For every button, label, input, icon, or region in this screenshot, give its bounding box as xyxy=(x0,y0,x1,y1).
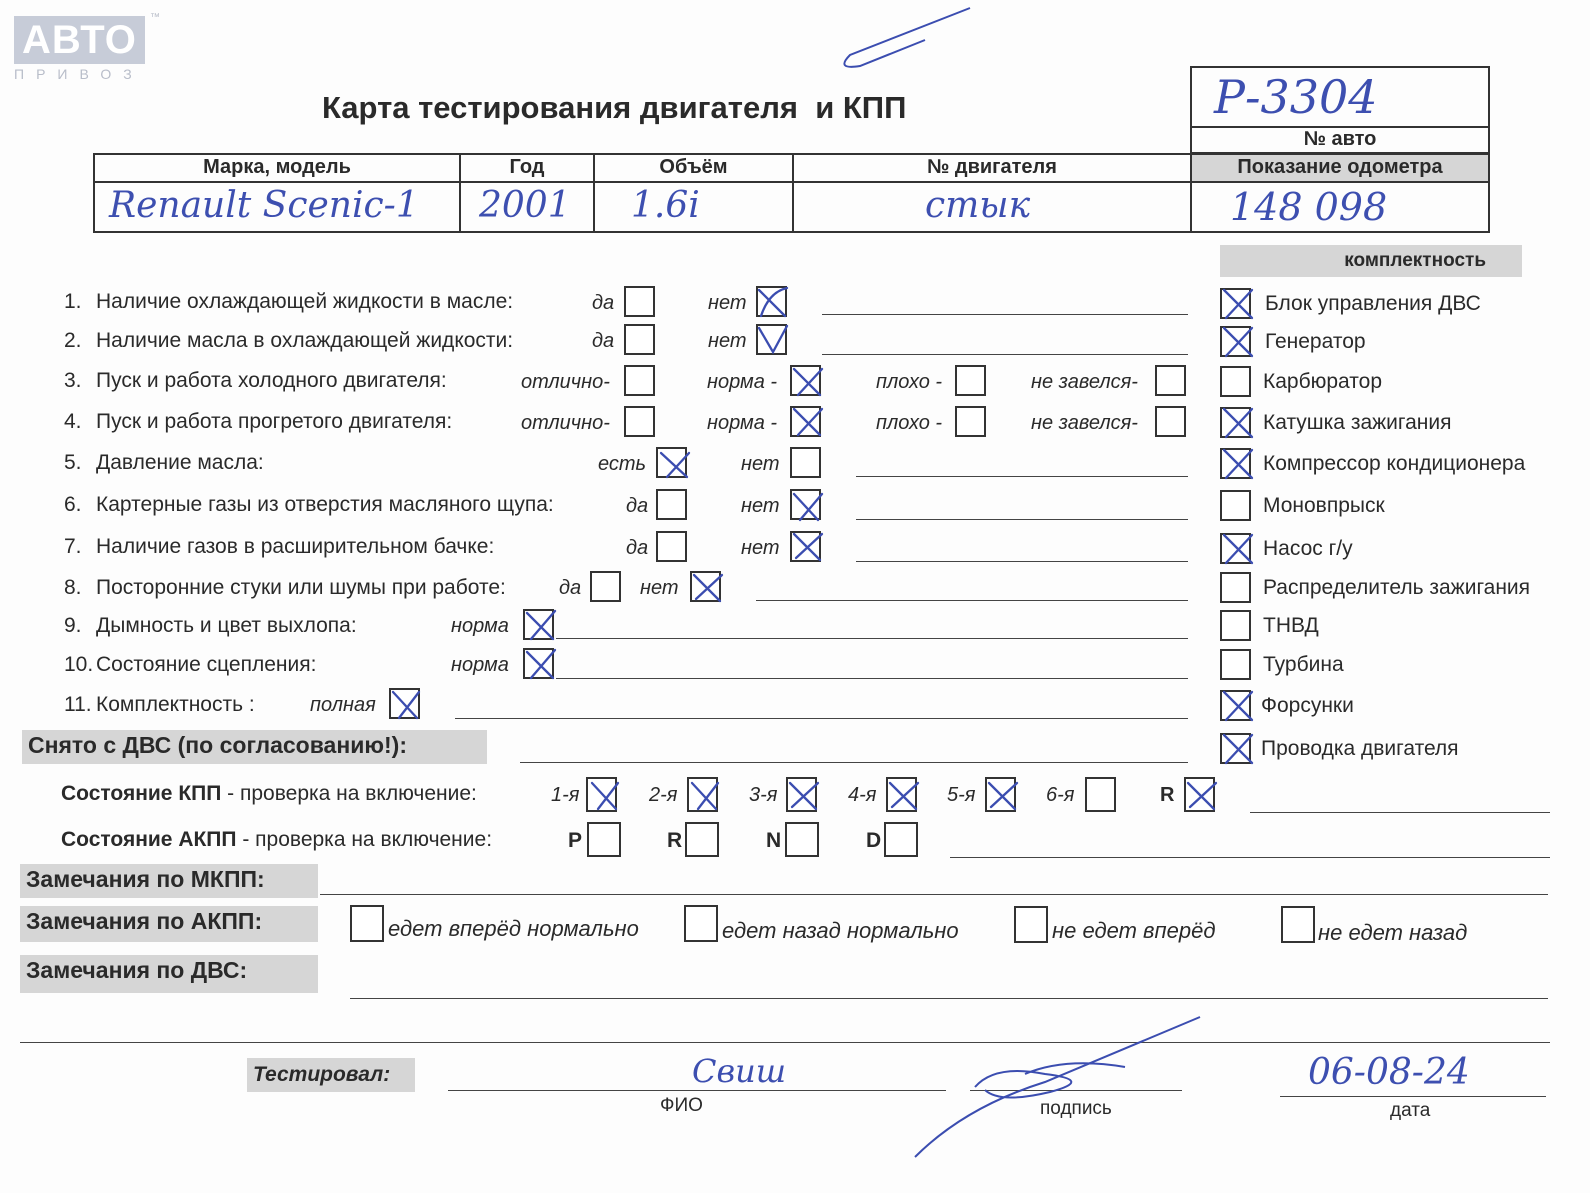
value-model: Renault Scenic-1 xyxy=(109,185,419,226)
gear-2-box[interactable] xyxy=(687,777,718,812)
kit-label-4: Катушка зажигания xyxy=(1263,411,1452,434)
logo-main: АВТО xyxy=(14,16,145,64)
gear-r-box[interactable] xyxy=(1184,777,1215,812)
kit-header: комплектность xyxy=(1220,245,1522,277)
header-engine-number: № двигателя xyxy=(927,156,1057,178)
date-label: дата xyxy=(1390,1100,1431,1121)
kit-label-7: Насос г/у xyxy=(1263,537,1353,560)
kit-box-10[interactable] xyxy=(1220,649,1251,680)
kit-label-5: Компрессор кондиционера xyxy=(1263,452,1526,475)
kit-label-11: Форсунки xyxy=(1261,694,1354,717)
kit-box-4[interactable] xyxy=(1220,407,1251,438)
check-8-no-box[interactable] xyxy=(690,571,721,602)
check-6-yes-box[interactable] xyxy=(656,489,687,520)
check-5-yes-box[interactable] xyxy=(656,447,687,478)
check-1-no-box[interactable] xyxy=(756,286,787,317)
signature xyxy=(905,1012,1215,1167)
logo-sub: ПРИВОЗ xyxy=(14,66,144,82)
page-title: Карта тестирования двигателя и КПП xyxy=(322,90,907,125)
akpp-d-box[interactable] xyxy=(884,822,918,857)
akpp-forward-ok-box[interactable] xyxy=(350,905,384,942)
akpp-p-box[interactable] xyxy=(587,822,621,857)
auto-number-box xyxy=(1190,66,1490,154)
gear-6-box[interactable] xyxy=(1085,777,1116,812)
value-engine-number: стык xyxy=(925,185,1031,226)
check-3-bad-box[interactable] xyxy=(955,365,986,396)
pen-stroke xyxy=(830,0,980,75)
akpp-back-ok-box[interactable] xyxy=(684,905,718,942)
auto-number-label: № авто xyxy=(1303,128,1377,150)
check-6-no-box[interactable] xyxy=(790,489,821,520)
kit-label-12: Проводка двигателя xyxy=(1261,737,1459,760)
remarks-akpp-label: Замечания по АКПП: xyxy=(20,906,318,942)
check-2-no-box[interactable] xyxy=(756,324,787,355)
check-7-yes-box[interactable] xyxy=(656,531,687,562)
header-volume: Объём xyxy=(659,156,728,178)
kit-box-12[interactable] xyxy=(1220,733,1251,764)
signature-label: подпись xyxy=(1040,1098,1112,1119)
check-9-normal-box[interactable] xyxy=(523,609,554,640)
check-7-no-box[interactable] xyxy=(790,531,821,562)
akpp-r-box[interactable] xyxy=(685,822,719,857)
kit-box-6[interactable] xyxy=(1220,490,1251,521)
check-4-excellent-box[interactable] xyxy=(624,406,655,437)
date-value: 06-08-24 xyxy=(1308,1052,1470,1093)
fio-value: Свиш xyxy=(692,1052,787,1090)
header-year: Год xyxy=(509,156,545,178)
check-3-normal-box[interactable] xyxy=(790,365,821,396)
check-10-normal-box[interactable] xyxy=(523,648,554,679)
auto-number-value: Р-3304 xyxy=(1214,70,1378,124)
remarks-mkpp-label: Замечания по МКПП: xyxy=(20,864,318,898)
akpp-label: Состояние АКПП - проверка на включение: xyxy=(61,828,493,851)
header-model: Марка, модель xyxy=(203,156,351,178)
check-1-yes-box[interactable] xyxy=(624,286,655,317)
check-3-excellent-box[interactable] xyxy=(624,365,655,396)
kit-box-9[interactable] xyxy=(1220,610,1251,641)
kit-label-8: Распределитель зажигания xyxy=(1263,576,1531,599)
kit-label-3: Карбюратор xyxy=(1263,370,1383,393)
gear-3-box[interactable] xyxy=(786,777,817,812)
check-4-bad-box[interactable] xyxy=(955,406,986,437)
kit-box-7[interactable] xyxy=(1220,533,1251,564)
check-8-yes-box[interactable] xyxy=(590,571,621,602)
kpp-label: Состояние КПП - проверка на включение: xyxy=(61,782,477,805)
kit-label-10: Турбина xyxy=(1263,653,1344,676)
tested-by-label: Тестировал: xyxy=(247,1058,415,1092)
logo xyxy=(14,16,145,82)
remarks-dvs-label: Замечания по ДВС: xyxy=(20,955,318,993)
removed-label: Снято с ДВС (по согласованию!): xyxy=(22,730,487,764)
value-odometer: 148 098 xyxy=(1230,185,1388,229)
logo-tm: ™ xyxy=(150,12,160,23)
gear-1-box[interactable] xyxy=(586,777,617,812)
value-volume: 1.6i xyxy=(631,185,700,226)
kit-label-9: ТНВД xyxy=(1263,614,1319,637)
info-table xyxy=(93,153,1490,233)
check-2-yes-box[interactable] xyxy=(624,324,655,355)
kit-box-8[interactable] xyxy=(1220,572,1251,603)
kit-box-2[interactable] xyxy=(1220,326,1251,357)
kit-label-1: Блок управления ДВС xyxy=(1265,292,1481,315)
kit-label-2: Генератор xyxy=(1265,330,1366,353)
kit-box-1[interactable] xyxy=(1220,288,1251,319)
fio-label: ФИО xyxy=(660,1095,703,1116)
kit-box-11[interactable] xyxy=(1220,690,1251,721)
check-4-no-start-box[interactable] xyxy=(1155,406,1186,437)
value-year: 2001 xyxy=(479,185,571,226)
kit-box-3[interactable] xyxy=(1220,366,1251,397)
header-odometer: Показание одометра xyxy=(1237,156,1443,178)
kit-box-5[interactable] xyxy=(1220,448,1251,479)
check-11-full-box[interactable] xyxy=(389,688,420,719)
kit-label-6: Моновпрыск xyxy=(1263,494,1385,517)
gear-5-box[interactable] xyxy=(985,777,1016,812)
akpp-no-back-box[interactable] xyxy=(1281,906,1315,943)
check-4-normal-box[interactable] xyxy=(790,406,821,437)
check-5-no-box[interactable] xyxy=(790,447,821,478)
akpp-no-forward-box[interactable] xyxy=(1014,906,1048,943)
gear-4-box[interactable] xyxy=(886,777,917,812)
akpp-n-box[interactable] xyxy=(785,822,819,857)
check-3-no-start-box[interactable] xyxy=(1155,365,1186,396)
